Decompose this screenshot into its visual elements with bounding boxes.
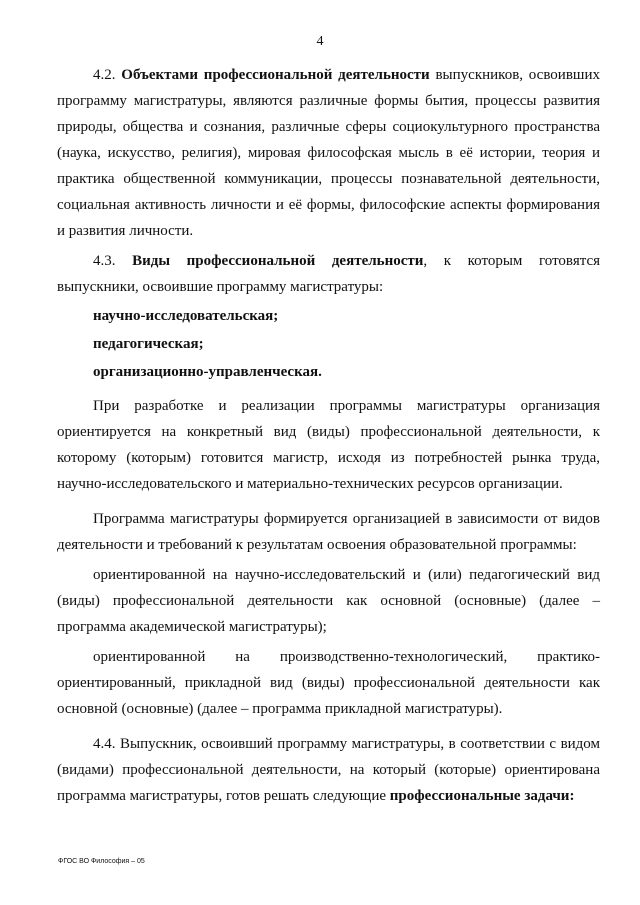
activity-types-list (57, 304, 600, 384)
section-number: 4.3. (93, 253, 133, 269)
section-number: 4.2. (93, 67, 122, 83)
list-item: организационно-управленческая. (93, 364, 322, 380)
section-4-4 (57, 731, 600, 809)
section-text: Выпускник, освоивший программу магистратуры, в соответствии с видом (видами) профессиональной деятельности, на который (которые) ориентирована программа магистратуры, готов решать следующие (57, 736, 601, 804)
section-number: 4.4. (93, 736, 120, 752)
section-text: выпускников, освоивших программу магистратуры, являются различные формы бытия, процессы развития природы, общества и сознания, различные сферы социокультурного пространства (наука, искусство, религия), мировая философская мысль в её истории, теория и практика общественной коммуникации, процессы познавательной деятельности, социальная активность личности и её формы, философские аспекты формирования и развития личности. (57, 67, 600, 239)
section-text: , к которым готовятся выпускники, освоившие программу магистратуры: (57, 253, 601, 295)
footer-label: ФГОС ВО Философия – 05 (58, 858, 145, 865)
paragraph-orientation: При разработке и реализации программы магистратуры организация ориентируется на конкретный вид (виды) профессиональной деятельности, к которому (которым) готовится магистр, исходя из потребностей рынка труда, научно-исследовательского и материально-технических ресурсов организации. (57, 398, 600, 492)
section-term: профессиональные задачи (389, 788, 570, 804)
list-item: педагогическая; (93, 336, 204, 352)
paragraph-applied: ориентированной на производственно-технологический, практико-ориентированный, прикладной вид (виды) профессиональной деятельности как основной (основные) (далее – программа прикладной магистратуры). (57, 649, 600, 717)
section-end: : (569, 788, 575, 804)
document-body (57, 62, 600, 809)
section-term: Объектами профессиональной деятельности (121, 67, 430, 83)
list-item: научно-исследовательская; (93, 308, 279, 324)
section-4-2 (57, 62, 600, 244)
section-4-3 (57, 248, 600, 300)
section-term: Виды профессиональной деятельности (132, 253, 424, 269)
page-number: 4 (316, 34, 324, 49)
paragraph-formed: Программа магистратуры формируется организацией в зависимости от видов деятельности и требований к результатам освоения образовательной программы: (57, 511, 600, 553)
paragraph-academic: ориентированной на научно-исследовательский и (или) педагогический вид (виды) профессиональной деятельности как основной (основные) (далее – программа академической магистратуры); (57, 567, 600, 635)
